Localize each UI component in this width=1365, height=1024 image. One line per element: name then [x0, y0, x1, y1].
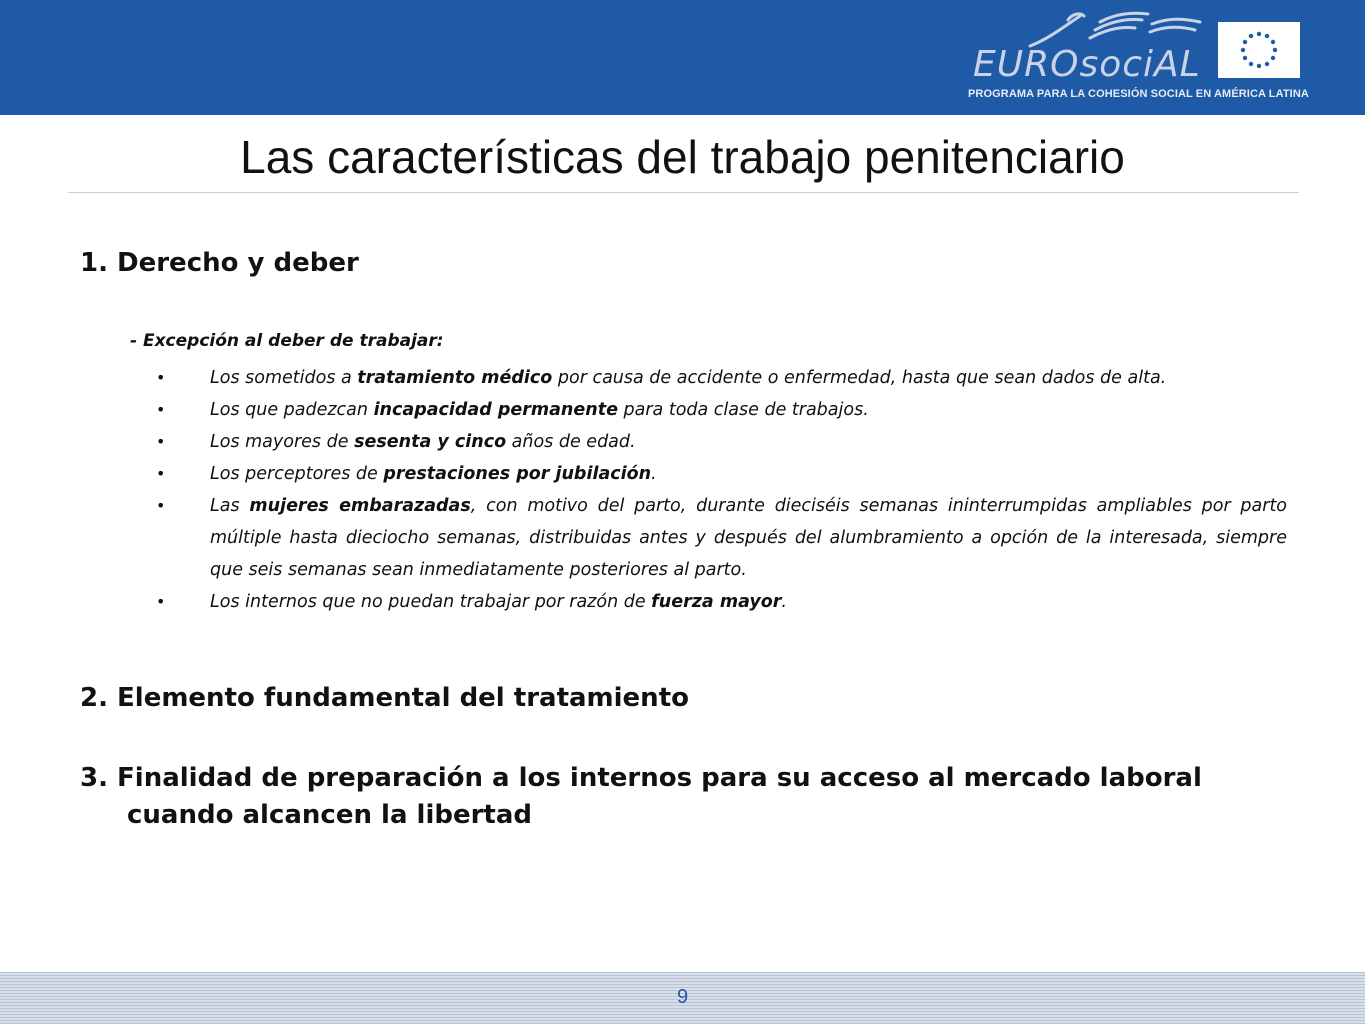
page-title: Las características del trabajo penitenciario	[240, 131, 1125, 183]
list-item: • Las mujeres embarazadas, con motivo del parto, durante dieciséis semanas ininterrumpidas ampliables por parto múltiple hasta dieciocho semanas, distribuidas antes y después del alumbramiento a opción de la interesada, siempre que seis semanas sean inmediatamente posteriores al parto.	[150, 490, 1287, 586]
title-divider	[68, 192, 1299, 193]
header-band	[0, 0, 1365, 115]
section-heading-3-line2: cuando alcancen la libertad	[127, 800, 533, 830]
bullet-icon: •	[156, 464, 166, 483]
exception-list	[150, 362, 1287, 618]
bullet-icon: •	[156, 496, 166, 515]
logo-wordmark: EUROsociAL	[973, 44, 1201, 85]
logo-subtitle: PROGRAMA PARA LA COHESIÓN SOCIAL EN AMÉRICA LATINA	[968, 88, 1309, 100]
bullet-icon: •	[156, 400, 166, 419]
eurosocial-logo	[965, 8, 1309, 108]
bullet-icon: •	[156, 368, 166, 387]
list-item: • Los sometidos a tratamiento médico por causa de accidente o enfermedad, hasta que sean dados de alta.	[150, 362, 1287, 394]
section-heading-3-line1: 3. Finalidad de preparación a los internos para su acceso al mercado laboral	[80, 763, 1202, 793]
section-heading-1: 1. Derecho y deber	[80, 248, 359, 278]
section-heading-2: 2. Elemento fundamental del tratamiento	[80, 683, 689, 713]
section-heading-3	[80, 760, 1280, 834]
list-item: • Los mayores de sesenta y cinco años de edad.	[150, 426, 1287, 458]
bullet-icon: •	[156, 432, 166, 451]
list-item: • Los perceptores de prestaciones por jubilación.	[150, 458, 1287, 490]
list-item: • Los internos que no puedan trabajar por razón de fuerza mayor.	[150, 586, 1287, 618]
eu-flag-icon	[1218, 22, 1300, 78]
bullet-icon: •	[156, 592, 166, 611]
list-item: • Los que padezcan incapacidad permanente para toda clase de trabajos.	[150, 394, 1287, 426]
exception-subheading: - Excepción al deber de trabajar:	[130, 331, 444, 351]
page-number: 9	[676, 986, 689, 1008]
